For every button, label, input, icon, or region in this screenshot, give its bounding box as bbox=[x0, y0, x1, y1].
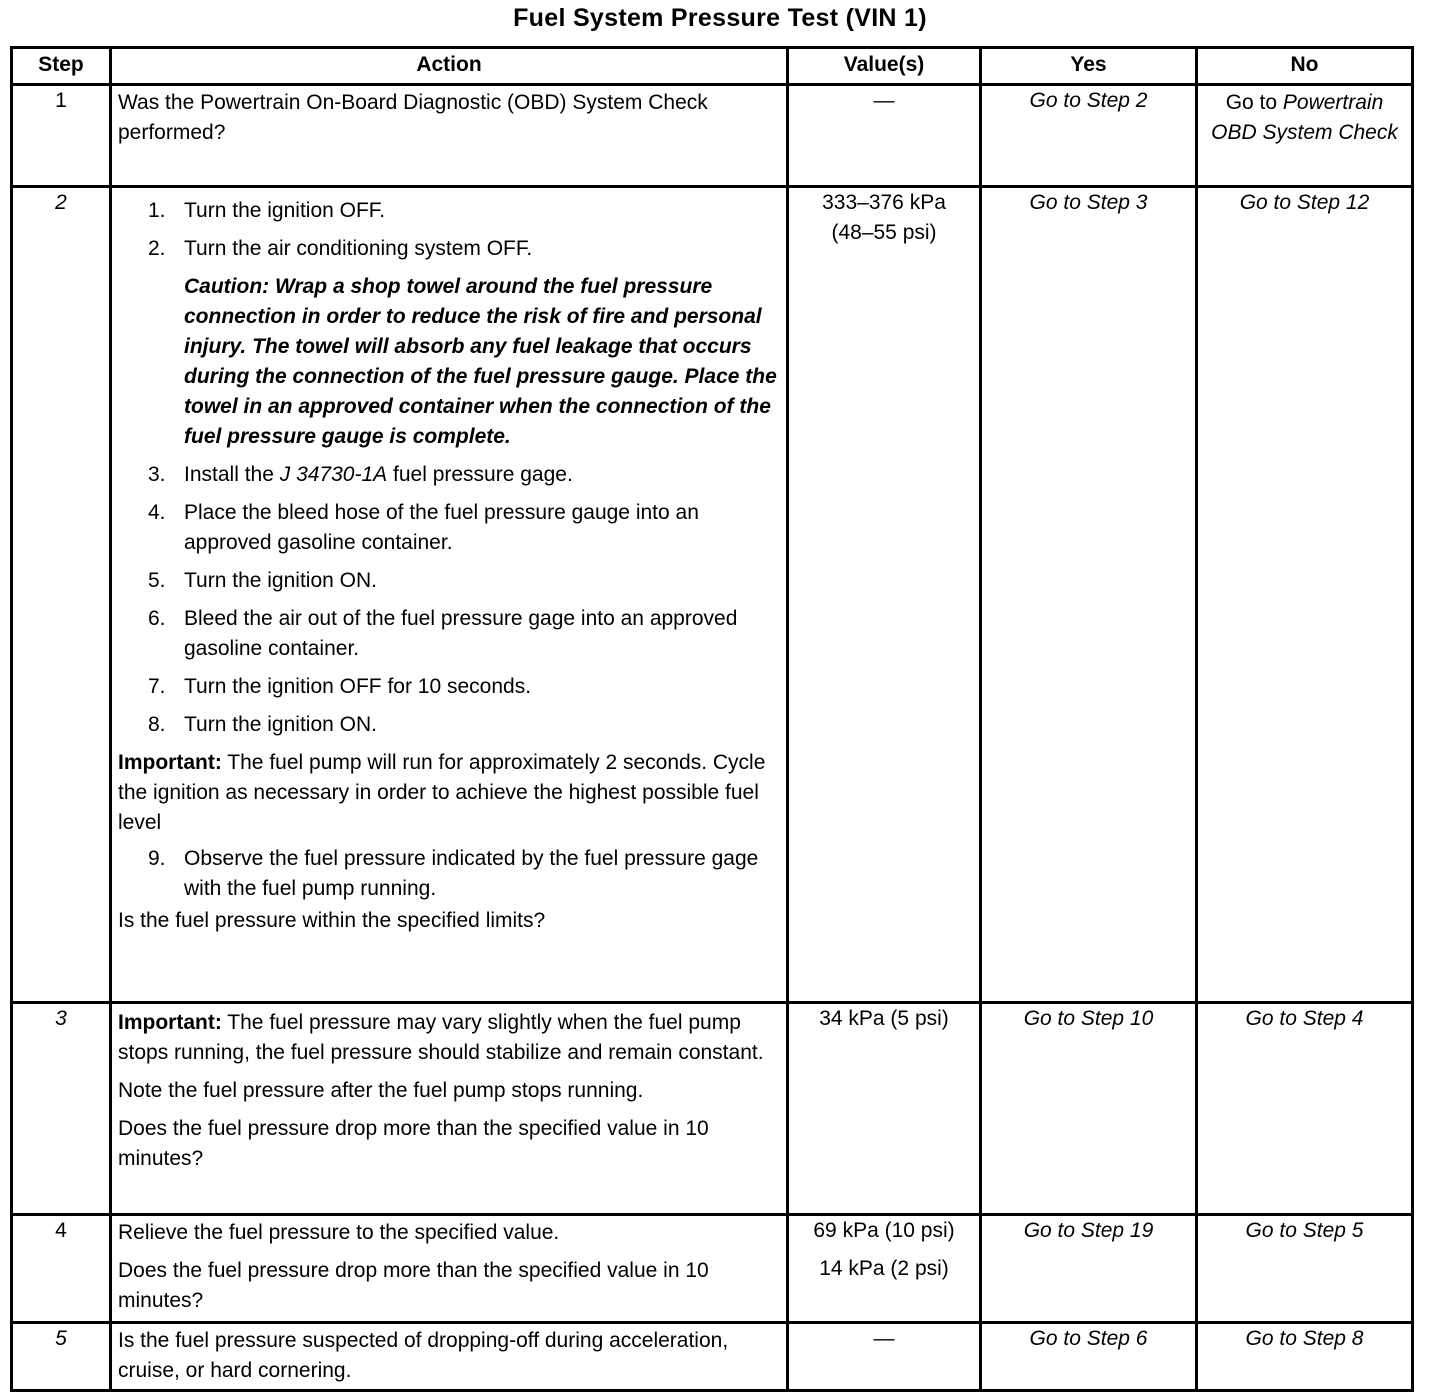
action-question: Does the fuel pressure drop more than the specified value in 10 minutes? bbox=[118, 1259, 709, 1312]
yes-cell: Go to Step 10 bbox=[981, 1003, 1197, 1215]
step-number: 1 bbox=[12, 85, 111, 187]
list-item: 8. Turn the ignition ON. bbox=[148, 713, 377, 736]
value-line: 14 kPa (2 psi) bbox=[819, 1257, 949, 1280]
value-cell: — bbox=[788, 1323, 981, 1391]
list-item: 6. Bleed the air out of the fuel pressure gage into an approved gasoline container. bbox=[148, 607, 738, 660]
value-line: 333–376 kPa bbox=[822, 191, 946, 214]
header-values: Value(s) bbox=[788, 48, 981, 85]
yes-cell: Go to Step 19 bbox=[981, 1215, 1197, 1323]
step-number: 4 bbox=[12, 1215, 111, 1323]
list-item: 5. Turn the ignition ON. bbox=[148, 569, 377, 592]
no-cell: Go to Step 5 bbox=[1197, 1215, 1413, 1323]
tool-number: J 34730-1A bbox=[279, 463, 388, 486]
action-text: Is the fuel pressure suspected of dropping-off during acceleration, cruise, or hard cornering. bbox=[118, 1329, 729, 1382]
action-cell bbox=[111, 1215, 788, 1323]
action-cell bbox=[111, 1003, 788, 1215]
no-cell: Go to Step 12 bbox=[1197, 187, 1413, 1003]
step-number: 5 bbox=[12, 1323, 111, 1391]
value-cell: 34 kPa (5 psi) bbox=[788, 1003, 981, 1215]
caution-note: Caution: Wrap a shop towel around the fuel pressure connection in order to reduce the risk of fire and personal injury. The towel will absorb any fuel leakage that occurs during the connection of the fuel pressure gauge. Place the towel in an approved container when the connection of the fuel pressure gauge is complete. bbox=[184, 275, 777, 448]
yes-cell: Go to Step 6 bbox=[981, 1323, 1197, 1391]
no-prefix: Go to bbox=[1225, 91, 1278, 114]
list-item: 4. Place the bleed hose of the fuel pressure gauge into an approved gasoline container. bbox=[148, 501, 699, 554]
list-item: 3. Install the J 34730-1A fuel pressure gage. bbox=[148, 463, 573, 486]
procedure-list bbox=[118, 196, 780, 264]
action-question: Does the fuel pressure drop more than the specified value in 10 minutes? bbox=[118, 1117, 709, 1170]
value-line: 69 kPa (10 psi) bbox=[813, 1219, 955, 1242]
list-item: 9. Observe the fuel pressure indicated by the fuel pressure gage with the fuel pump running. bbox=[148, 847, 759, 900]
list-item: 7. Turn the ignition OFF for 10 seconds. bbox=[148, 675, 532, 698]
action-text: Relieve the fuel pressure to the specified value. bbox=[118, 1221, 560, 1244]
action-cell bbox=[111, 85, 788, 187]
page-title: Fuel System Pressure Test (VIN 1) bbox=[513, 4, 927, 32]
value-line: (48–55 psi) bbox=[831, 221, 937, 244]
no-cell: Go to Step 8 bbox=[1197, 1323, 1413, 1391]
action-cell bbox=[111, 1323, 788, 1391]
procedure-list bbox=[118, 460, 780, 740]
important-note: Important: The fuel pressure may vary slightly when the fuel pump stops running, the fuel pressure should stabilize and remain constant. bbox=[118, 1011, 764, 1064]
header-step: Step bbox=[12, 48, 111, 85]
no-link-text: Powertrain OBD System Check bbox=[1211, 91, 1398, 144]
yes-cell: Go to Step 2 bbox=[981, 85, 1197, 187]
table-row bbox=[12, 1323, 1413, 1391]
step-number: 2 bbox=[12, 187, 111, 1003]
list-item: 1. Turn the ignition OFF. bbox=[148, 199, 386, 222]
value-cell bbox=[788, 187, 981, 1003]
table-row bbox=[12, 187, 1413, 1003]
value-cell bbox=[788, 1215, 981, 1323]
procedure-list bbox=[118, 844, 780, 904]
header-no: No bbox=[1197, 48, 1413, 85]
yes-cell: Go to Step 3 bbox=[981, 187, 1197, 1003]
table-row bbox=[12, 1215, 1413, 1323]
value-cell: — bbox=[788, 85, 981, 187]
step-number: 3 bbox=[12, 1003, 111, 1215]
header-action: Action bbox=[111, 48, 788, 85]
header-yes: Yes bbox=[981, 48, 1197, 85]
table-row bbox=[12, 1003, 1413, 1215]
table-header-row bbox=[12, 48, 1413, 85]
list-item: 2. Turn the air conditioning system OFF. bbox=[148, 237, 533, 260]
no-cell: Go to Step 4 bbox=[1197, 1003, 1413, 1215]
action-question: Is the fuel pressure within the specified limits? bbox=[118, 909, 546, 932]
table-row bbox=[12, 85, 1413, 187]
no-cell bbox=[1197, 85, 1413, 187]
important-note: Important: The fuel pump will run for approximately 2 seconds. Cycle the ignition as necessary in order to achieve the highest possible fuel level bbox=[118, 751, 766, 834]
fuel-pressure-table bbox=[10, 46, 1414, 1392]
action-note: Note the fuel pressure after the fuel pump stops running. bbox=[118, 1079, 644, 1102]
action-cell bbox=[111, 187, 788, 1003]
action-text: Was the Powertrain On-Board Diagnostic (OBD) System Check performed? bbox=[118, 91, 708, 144]
